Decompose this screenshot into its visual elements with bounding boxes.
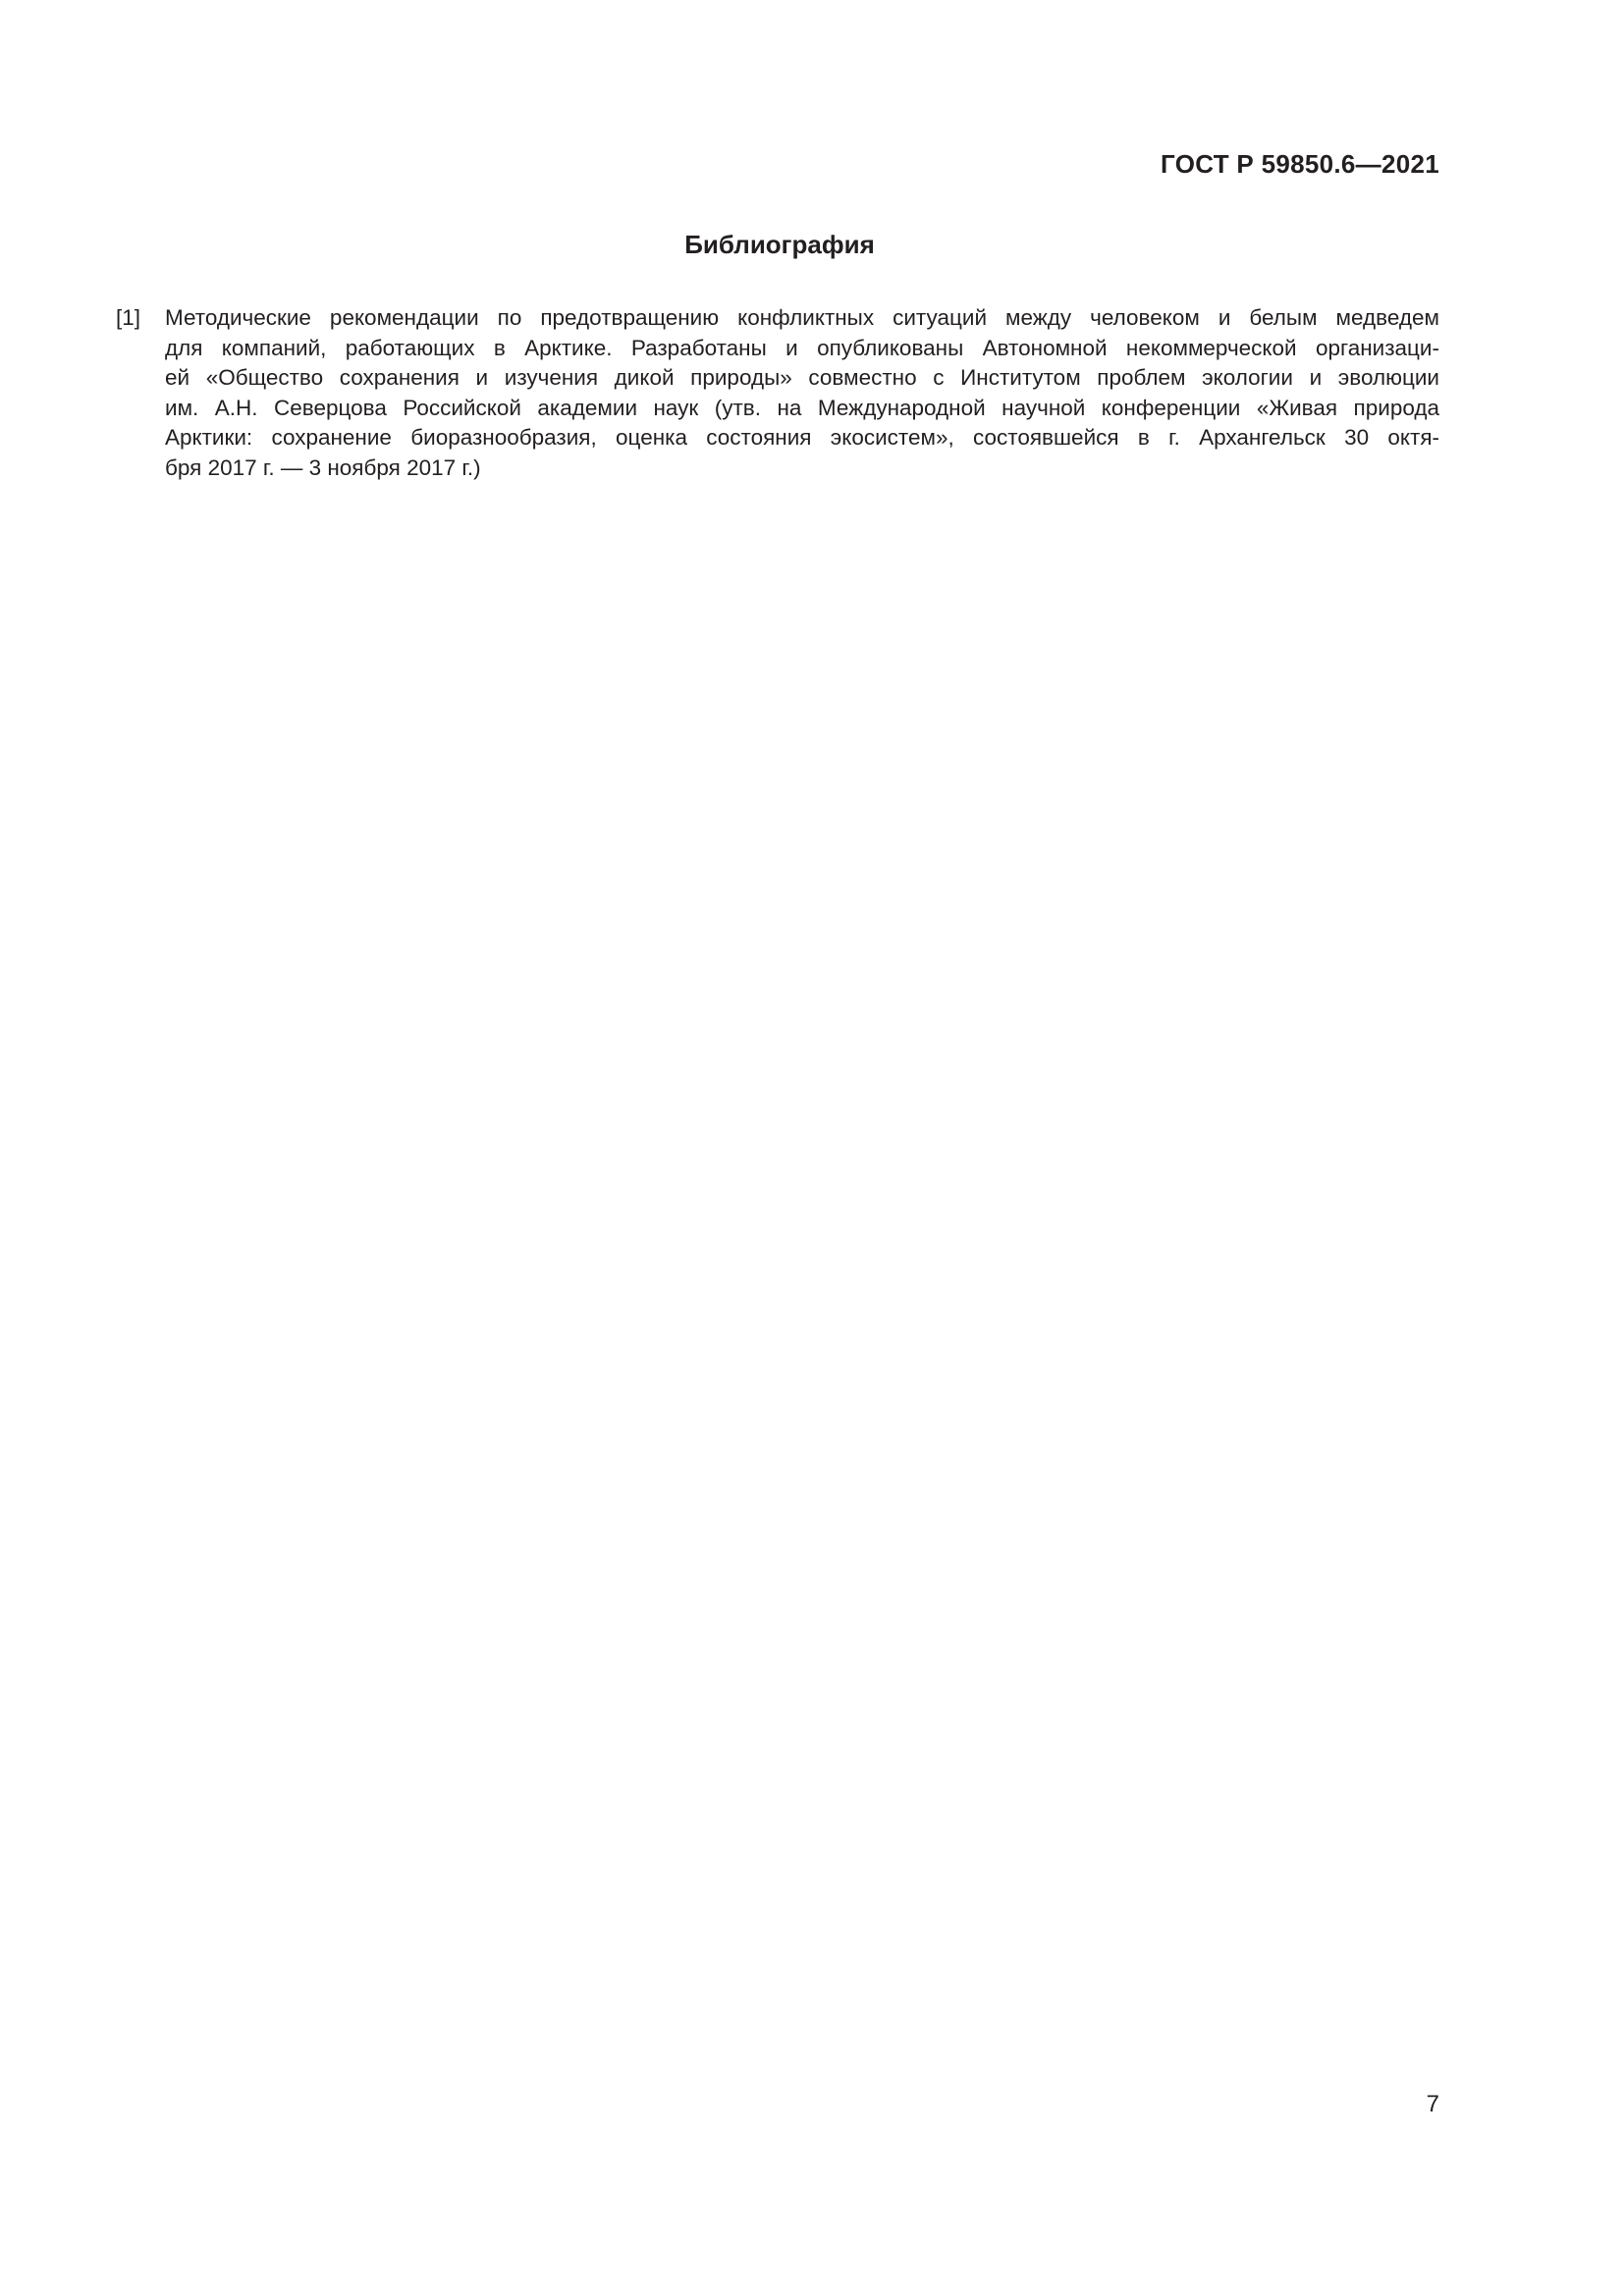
- bibliography-entry-line: Методические рекомендации по предотвращению конфликтных ситуаций между человеком и белым медведем: [165, 305, 1439, 330]
- bibliography-entry-line: ей «Общество сохранения и изучения дикой природы» совместно с Институтом проблем экологии и эволюции: [165, 365, 1439, 390]
- document-header-standard-number: ГОСТ Р 59850.6—2021: [1161, 149, 1439, 179]
- bibliography-entry: [116, 303, 1439, 483]
- bibliography-list: [116, 303, 1439, 483]
- page-number: 7: [1426, 2091, 1439, 2117]
- bibliography-entry-number: [1]: [116, 305, 141, 330]
- bibliography-entry-text: [165, 303, 1439, 483]
- bibliography-entry-line: им. А.Н. Северцова Российской академии наук (утв. на Международной научной конференции «Живая природа: [165, 395, 1439, 420]
- bibliography-entry-line: бря 2017 г. — 3 ноября 2017 г.): [165, 454, 481, 480]
- section-title: Библиография: [684, 230, 875, 259]
- bibliography-entry-line: Арктики: сохранение биоразнообразия, оценка состояния экосистем», состоявшейся в г. Архангельск 30 октя-: [165, 425, 1439, 450]
- bibliography-entry-line: для компаний, работающих в Арктике. Разработаны и опубликованы Автономной некоммерческой организаци-: [165, 335, 1439, 360]
